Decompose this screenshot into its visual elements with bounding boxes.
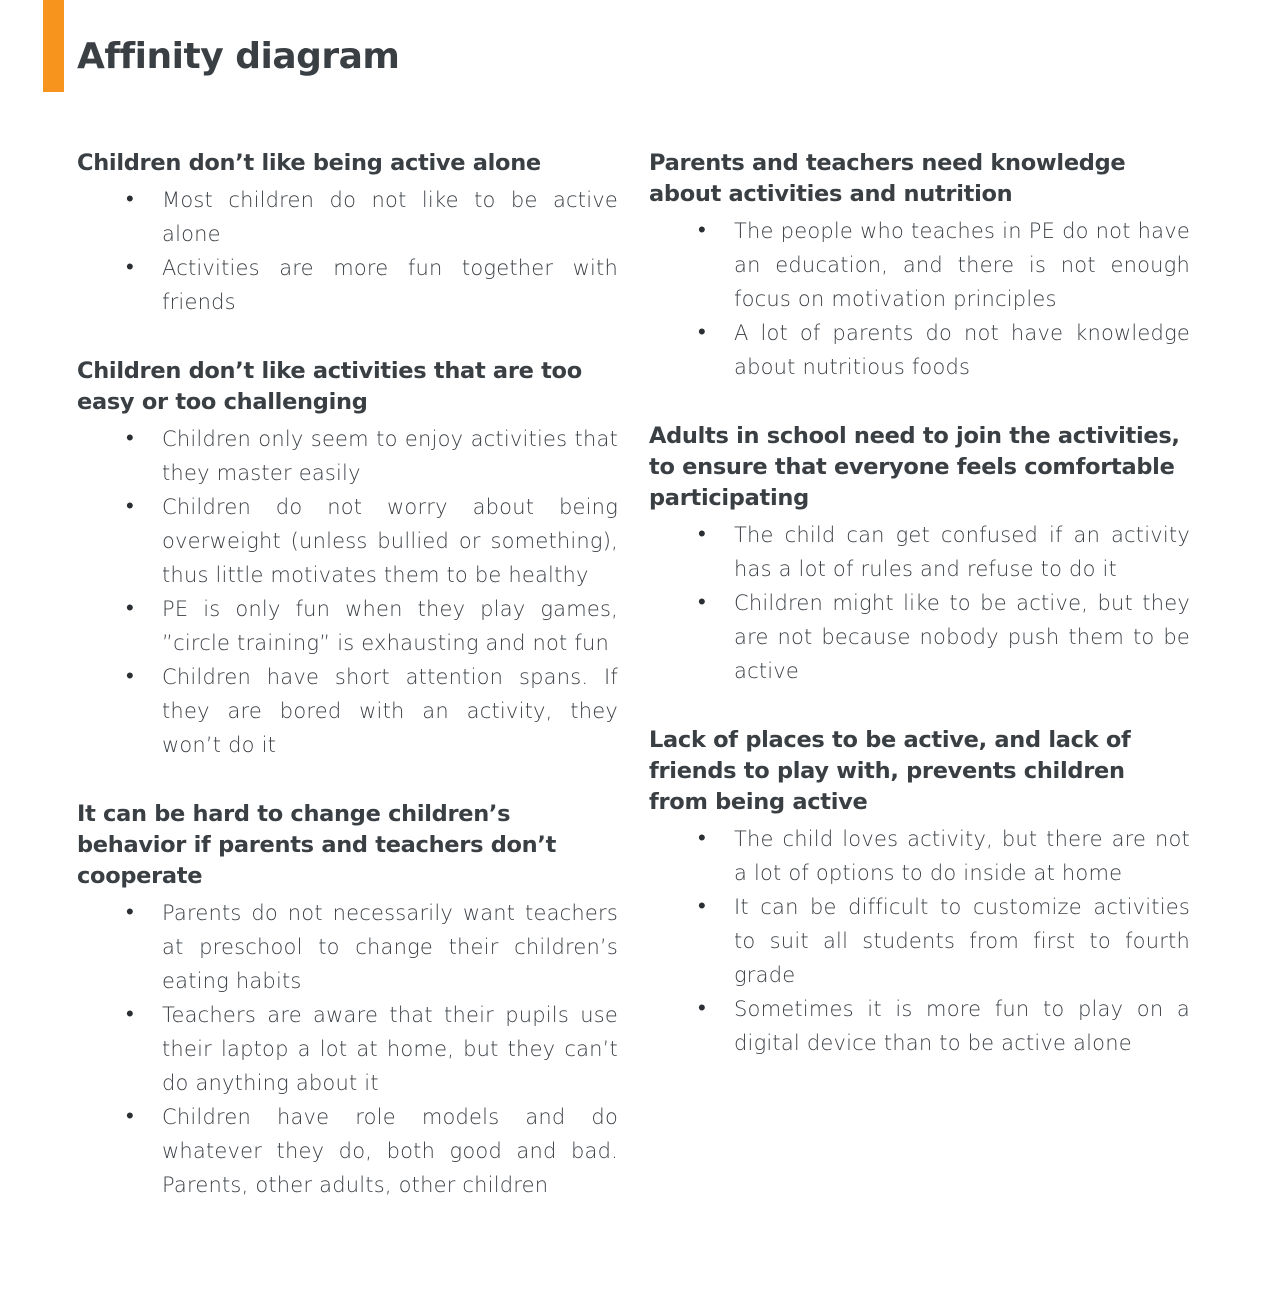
list-item: • Children might like to be active, but they are not because nobody push them to be active — [734, 586, 1190, 688]
affinity-group — [77, 148, 618, 319]
list-item: • Sometimes it is more fun to play on a digital device than to be active alone — [734, 992, 1190, 1060]
title-accent-bar — [43, 0, 64, 92]
group-heading: It can be hard to change children’s behavior if parents and teachers don’t cooperate — [77, 801, 557, 889]
group-heading: Parents and teachers need knowledge about activities and nutrition — [649, 150, 1126, 207]
affinity-group — [77, 799, 618, 1202]
list-item: • Children have role models and do whatever they do, both good and bad. Parents, other adults, other children — [162, 1100, 618, 1202]
group-items — [649, 518, 1190, 688]
list-item: • Parents do not necessarily want teachers at preschool to change their children’s eating habits — [162, 896, 618, 998]
group-heading: Children don’t like activities that are too easy or too challenging — [77, 358, 582, 415]
group-heading: Lack of places to be active, and lack of friends to play with, prevents children from being active — [649, 727, 1131, 815]
list-item: • The child loves activity, but there are not a lot of options to do inside at home — [734, 822, 1190, 890]
list-item: • The child can get confused if an activity has a lot of rules and refuse to do it — [734, 518, 1190, 586]
group-items — [649, 214, 1190, 384]
group-items — [77, 422, 618, 762]
group-heading: Children don’t like being active alone — [77, 150, 541, 176]
group-items — [649, 822, 1190, 1060]
list-item: • The people who teaches in PE do not have an education, and there is not enough focus on motivation principles — [734, 214, 1190, 316]
affinity-group — [649, 725, 1190, 1060]
list-item: • Children only seem to enjoy activities that they master easily — [162, 422, 618, 490]
affinity-group — [649, 148, 1190, 384]
affinity-group — [77, 356, 618, 762]
list-item: • Children have short attention spans. If they are bored with an activity, they won’t do it — [162, 660, 618, 762]
affinity-group — [649, 421, 1190, 688]
list-item: • Teachers are aware that their pupils use their laptop a lot at home, but they can’t do anything about it — [162, 998, 618, 1100]
list-item: • Most children do not like to be active alone — [162, 183, 618, 251]
group-items — [77, 183, 618, 319]
right-column — [649, 148, 1190, 1097]
group-heading: Adults in school need to join the activities, to ensure that everyone feels comfortable participating — [649, 423, 1180, 511]
page-title: Affinity diagram — [77, 36, 400, 77]
list-item: • PE is only fun when they play games, ”circle training” is exhausting and not fun — [162, 592, 618, 660]
list-item: • Children do not worry about being overweight (unless bullied or something), thus little motivates them to be healthy — [162, 490, 618, 592]
group-items — [77, 896, 618, 1202]
list-item: • It can be difficult to customize activities to suit all students from first to fourth grade — [734, 890, 1190, 992]
left-column — [77, 148, 618, 1239]
list-item: • A lot of parents do not have knowledge about nutritious foods — [734, 316, 1190, 384]
list-item: • Activities are more fun together with friends — [162, 251, 618, 319]
